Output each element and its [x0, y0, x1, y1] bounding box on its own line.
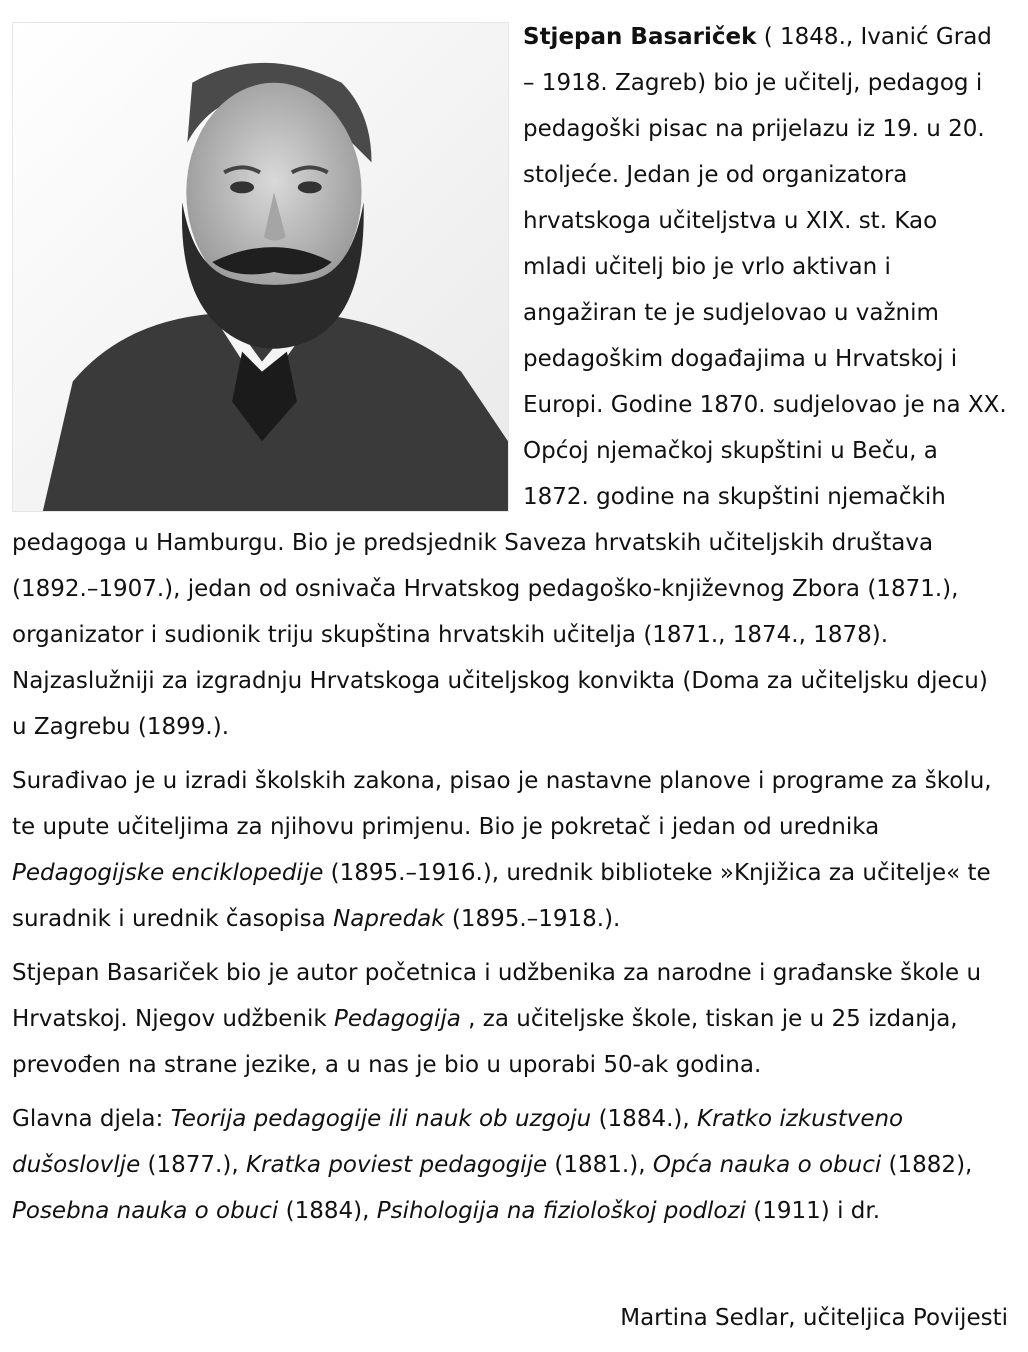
- text: (1911) i dr.: [745, 1198, 881, 1224]
- person-name: Stjepan Basariček: [523, 24, 757, 50]
- italic-title: Pedagogija: [333, 1006, 461, 1032]
- italic-title: Pedagogijske enciklopedije: [12, 860, 324, 886]
- article: [12, 14, 1008, 1242]
- text: (1882),: [881, 1152, 973, 1178]
- italic-title: Napredak: [333, 906, 445, 932]
- italic-title: Psihologija na fiziološkoj podlozi: [376, 1198, 746, 1224]
- text: (1877.),: [140, 1152, 246, 1178]
- author-signature: Martina Sedlar, učiteljica Povijesti: [620, 1305, 1008, 1331]
- text: (1884.),: [591, 1106, 697, 1132]
- portrait-photo: [12, 22, 509, 512]
- works-paragraph: [12, 758, 1008, 942]
- intro-text: ( 1848., Ivanić Grad – 1918. Zagreb) bio je učitelj, pedagog i pedagoški pisac na prijelazu iz 19. u 20. stoljeće. Jedan je od organizatora hrvatskoga učiteljstva u XIX. st. Kao mladi učitelj bio je vrlo aktivan i angažiran te je sudjelovao u važnim pedagoškim događajima u Hrvatskoj i Europi. Godine 1870. sudjelovao je na XX. Općoj njemačkoj skupštini u Beču, a 1872. godine na skupštini njemačkih pedagoga u Hamburgu. Bio je predsjednik Saveza hrvatskih učiteljskih društava (1892.–1907.), jedan od osnivača Hrvatskog pedagoško-književnog Zbora (1871.), organizator i sudionik triju skupština hrvatskih učitelja (1871., 1874., 1878). Najzaslužniji za izgradnju Hrvatskoga učiteljskog konvikta (Doma za učiteljsku djecu) u Zagrebu (1899.).: [12, 24, 1007, 740]
- portrait-icon: [13, 23, 508, 511]
- text: Surađivao je u izradi školskih zakona, pisao je nastavne planove i programe za školu, te upute učiteljima za njihovu primjenu. Bio je pokretač i jedan od urednika: [12, 768, 992, 840]
- italic-title: Opća nauka o obuci: [652, 1152, 882, 1178]
- text: , za učiteljske škole, tiskan je u 25 izdanja, prevođen na strane jezike, a u nas je bio u uporabi 50-ak godina.: [12, 1006, 958, 1078]
- italic-title: Kratka poviest pedagogije: [245, 1152, 548, 1178]
- text: Stjepan Basariček bio je autor početnica i udžbenika za narodne i građanske škole u Hrvatskoj. Njegov udžbenik: [12, 960, 982, 1032]
- italic-title: Kratko izkustveno dušoslovlje: [12, 1106, 904, 1178]
- text: (1895.–1918.).: [444, 906, 621, 932]
- text: (1884),: [278, 1198, 377, 1224]
- main-works-paragraph: [12, 1096, 1008, 1234]
- textbook-paragraph: [12, 950, 1008, 1088]
- text: (1895.–1916.), urednik biblioteke »Knjižica za učitelje« te suradnik i urednik časopisa: [12, 860, 991, 932]
- text: Glavna djela:: [12, 1106, 171, 1132]
- italic-title: Teorija pedagogije ili nauk ob uzgoju: [170, 1106, 592, 1132]
- italic-title: Posebna nauka o obuci: [12, 1198, 279, 1224]
- text: (1881.),: [547, 1152, 653, 1178]
